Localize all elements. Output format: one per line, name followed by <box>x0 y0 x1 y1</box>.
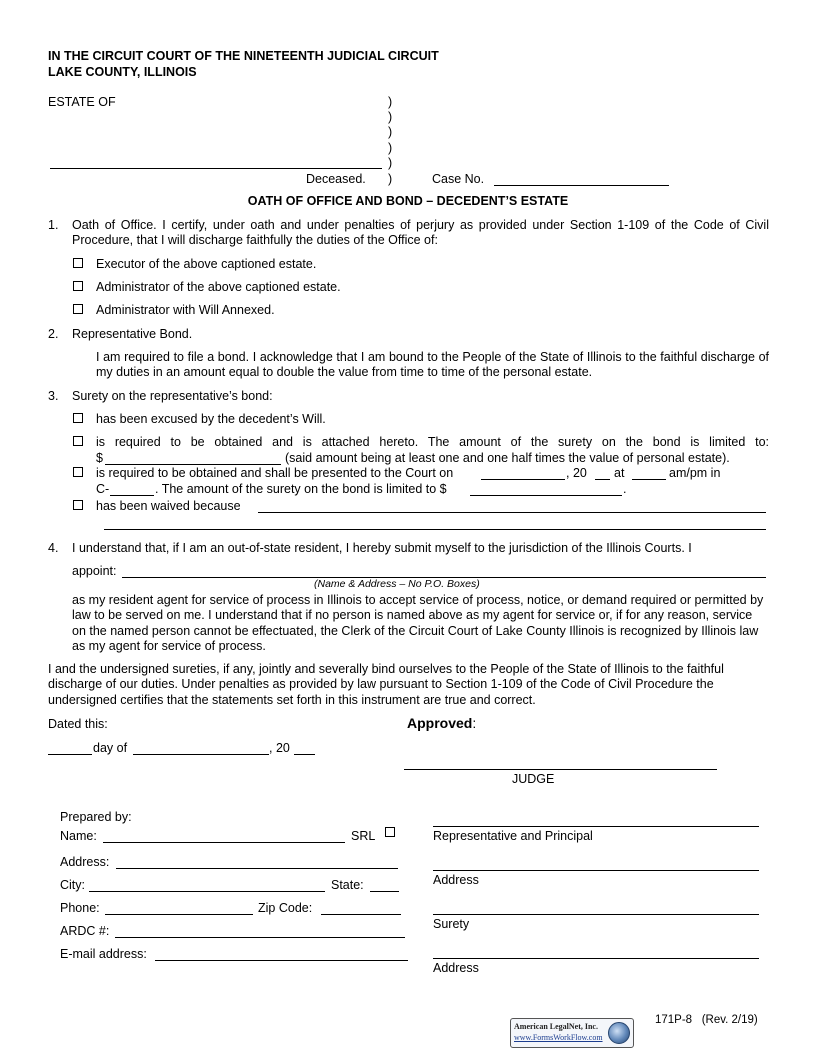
caption-paren: ) <box>388 110 393 124</box>
surety-waived-option: has been waived because <box>96 499 241 513</box>
ardc-label: ARDC #: <box>60 924 110 938</box>
section-4-text: I understand that, if I am an out-of-state resident, I hereby submit myself to the jurisdiction of the Illinois Courts. I <box>72 541 692 555</box>
section-1-number: 1. <box>48 218 59 232</box>
city-field[interactable] <box>89 891 325 892</box>
surety-label: Surety <box>433 917 470 931</box>
logo-url[interactable]: www.FormsWorkFlow.com <box>514 1033 603 1042</box>
surety-amount-note: (said amount being at least one and one half times the value of personal estate). <box>285 451 730 465</box>
form-title: OATH OF OFFICE AND BOND – DECEDENT’S ESTATE <box>247 194 569 208</box>
year-prefix: , 20 <box>566 466 587 480</box>
court-year-field[interactable] <box>595 479 610 480</box>
zip-field[interactable] <box>321 914 401 915</box>
surety-waived-checkbox[interactable] <box>73 500 83 510</box>
section-2-heading: Representative Bond. <box>72 327 193 341</box>
caption-paren: ) <box>388 156 393 170</box>
representative-address-line[interactable] <box>433 870 759 871</box>
surety-presented-text: is required to be obtained and shall be presented to the Court on <box>96 466 454 480</box>
address-field[interactable] <box>116 868 398 869</box>
email-field[interactable] <box>155 960 408 961</box>
surety-attached-checkbox[interactable] <box>73 436 83 446</box>
courtroom-field[interactable] <box>110 495 154 496</box>
surety-limit-period: . <box>623 482 627 496</box>
representative-signature-line[interactable] <box>433 826 759 827</box>
representative-label: Representative and Principal <box>433 829 593 843</box>
waived-reason-field-2[interactable] <box>104 529 766 530</box>
administrator-will-annexed-option: Administrator with Will Annexed. <box>96 303 275 317</box>
srl-label: SRL <box>351 829 376 843</box>
phone-field[interactable] <box>105 914 253 915</box>
decedent-name-field[interactable] <box>50 168 382 169</box>
deceased-label: Deceased. <box>306 172 366 186</box>
section-3-number: 3. <box>48 389 59 403</box>
state-label: State: <box>331 878 364 892</box>
surety-amount-field[interactable] <box>105 464 281 465</box>
surety-limit-field[interactable] <box>470 495 622 496</box>
closing-statement: I and the undersigned sureties, if any, jointly and severally bind ourselves to the People of the State of Illinois to the faithful discharge of our duties. Under penalties as provided by law pursuant to Section 1-109 of the Code of Civil Procedure the undersigned certifies that the statements set forth in this instrument are true and correct. <box>48 662 724 707</box>
surety-signature-line[interactable] <box>433 914 759 915</box>
administrator-option: Administrator of the above captioned estate. <box>96 280 341 294</box>
ampm-label: am/pm in <box>669 466 721 480</box>
logo-company: American LegalNet, Inc. <box>514 1022 598 1031</box>
surety-limit-text: . The amount of the surety on the bond is limited to $ <box>155 482 447 496</box>
at-label: at <box>614 466 625 480</box>
caption-paren: ) <box>388 172 393 186</box>
court-date-field[interactable] <box>481 479 565 480</box>
agent-field-caption: (Name & Address – No P.O. Boxes) <box>314 578 480 590</box>
approved-label: Approved: <box>407 715 477 731</box>
estate-of-label: ESTATE OF <box>48 95 116 109</box>
caption-paren: ) <box>388 141 393 155</box>
dated-year-field[interactable] <box>294 754 315 755</box>
email-label: E-mail address: <box>60 947 147 961</box>
representative-address-label: Address <box>433 873 479 887</box>
dollar-sign: $ <box>96 451 103 465</box>
surety-excused-option: has been excused by the decedent’s Will. <box>96 412 326 426</box>
dated-month-field[interactable] <box>133 754 269 755</box>
court-name: IN THE CIRCUIT COURT OF THE NINETEENTH JUDICIAL CIRCUIT <box>48 49 439 63</box>
surety-attached-option: is required to be obtained and is attached hereto. The amount of the surety on the bond is limited to: <box>96 435 769 449</box>
section-1-text: Oath of Office. I certify, under oath and under penalties of perjury as provided under Section 1-109 of the Code of Civil Procedure, that I will discharge faithfully the duties of the Office of: <box>72 218 769 248</box>
dated-label: Dated this: <box>48 717 108 731</box>
courtroom-prefix: C- <box>96 482 110 496</box>
city-label: City: <box>60 878 85 892</box>
zip-label: Zip Code: <box>258 901 313 915</box>
day-of-label: day of <box>93 741 128 755</box>
section-4-number: 4. <box>48 541 59 555</box>
surety-presented-checkbox[interactable] <box>73 467 83 477</box>
ardc-field[interactable] <box>115 937 405 938</box>
caption-paren: ) <box>388 95 393 109</box>
surety-address-line[interactable] <box>433 958 759 959</box>
state-field[interactable] <box>370 891 399 892</box>
judge-label: JUDGE <box>512 772 555 786</box>
executor-checkbox[interactable] <box>73 258 83 268</box>
judge-signature-line[interactable] <box>404 769 717 770</box>
waived-reason-field[interactable] <box>258 512 766 513</box>
county-name: LAKE COUNTY, ILLINOIS <box>48 65 197 79</box>
form-number: 171P-8 (Rev. 2/19) <box>655 1014 758 1026</box>
section-3-heading: Surety on the representative’s bond: <box>72 389 273 403</box>
dated-day-field[interactable] <box>48 754 92 755</box>
administrator-checkbox[interactable] <box>73 281 83 291</box>
court-time-field[interactable] <box>632 479 666 480</box>
section-2-number: 2. <box>48 327 59 341</box>
section-2-text: I am required to file a bond. I acknowledge that I am bound to the People of the State of Illinois to the faithful discharge of my duties in an amount equal to double the value from time to time of the personal estate. <box>96 350 769 380</box>
globe-icon <box>608 1022 630 1044</box>
dated-year-prefix: , 20 <box>269 741 290 755</box>
name-field[interactable] <box>103 842 345 843</box>
caption-paren: ) <box>388 125 393 139</box>
srl-checkbox[interactable] <box>385 827 395 837</box>
surety-address-label: Address <box>433 961 479 975</box>
prepared-by-heading: Prepared by: <box>60 810 132 824</box>
section-4-body: as my resident agent for service of process in Illinois to accept service of process, notice, or demand required or permitted by law to be served on me. I understand that if no person is named above as my agent for service or, if for any reason, service on the named person cannot be effectuated, the Clerk of the Circuit Court of Lake County Illinois is recognized by Illinois law as my agent for service of process. <box>72 593 764 653</box>
case-no-field[interactable] <box>494 185 669 186</box>
administrator-will-annexed-checkbox[interactable] <box>73 304 83 314</box>
phone-label: Phone: <box>60 901 100 915</box>
name-label: Name: <box>60 829 97 843</box>
executor-option: Executor of the above captioned estate. <box>96 257 317 271</box>
surety-excused-checkbox[interactable] <box>73 413 83 423</box>
appoint-label: appoint: <box>72 564 117 578</box>
address-label: Address: <box>60 855 110 869</box>
case-no-label: Case No. <box>432 172 485 186</box>
publisher-logo <box>510 1018 634 1048</box>
